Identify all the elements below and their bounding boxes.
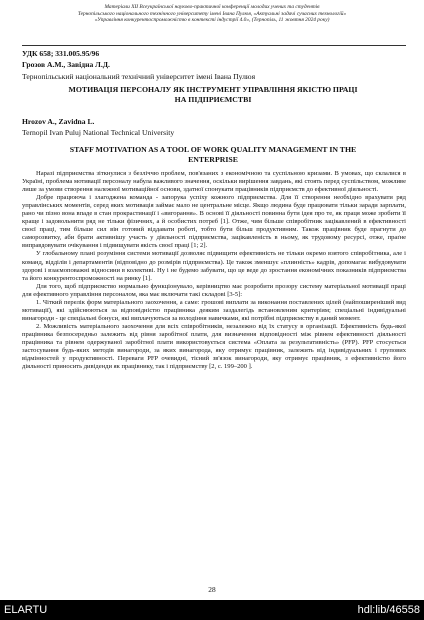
- body-paragraph: 2. Можливість матеріального заохочення для всіх співробітників, незалежно від їх статусу в організації. Ефективність будь-якої працівника безпосередньо залежить від рівня заробітної плати, для визначення відповідності між рівнем ефективності діяльності працівника та рівнем одержуваної заробітної плати використовується система «Оплата за результативність» (PFP). PFP стосується застосування будь-яких методів винагороди, за яких винагорода, яку отримує працівник, залежить від індивідуальних і групових відмінностей у продуктивності. Переваги PFP очевидні, тісний зв'язок винагороди, яку отримує працівник, з ефективністю його діяльності приносить дивіденди як працівнику, так і підприємству [2, с. 199–200 ].: [22, 322, 406, 371]
- authors-ua: Грозов А.М., Завідна Л.Д.: [22, 60, 110, 69]
- article-body: [22, 170, 406, 371]
- udk-code: УДК 658; 331.005.95/96: [22, 49, 100, 58]
- repository-footer-bar: [0, 600, 424, 620]
- authors-en: Hrozov A., Zavidna L.: [22, 117, 95, 126]
- body-paragraph: 1. Чіткий перелік форм матеріального заохочення, а саме: грошові виплати за виконання поставлених цілей (найпоширеніший вид мотивації), які здійснюються за відповідністю працівника деяким заздалегідь встановленим критеріям; спеціальні індивідуальні винагороди - це спеціальні бонуси, які виплачуються за володіння навичками, які потрібні підприємству в даний момент.: [22, 298, 406, 322]
- body-paragraph: У глобальному плані розуміння системи мотивації дозволяє підвищити ефективність не тільки окремо взятого співробітника, але і команд, відділів і департаментів (відповідно до розмірів підприємства). Це також зменшує «плинність» кадрів, допомагає вибудовувати здорові і взаємоповажні відносини в колективі. Ну і не будемо забувати, що це веде до зростання економічних показників підприємства та його конкурентоспроможності на ринку [1].: [22, 250, 406, 282]
- title-ua-line: МОТИВАЦІЯ ПЕРСОНАЛУ ЯК ІНСТРУМЕНТ УПРАВЛІННЯ ЯКІСТЮ ПРАЦІ: [68, 85, 358, 94]
- body-paragraph: Для того, щоб підприємство нормально функціонувало, керівництво має розробити прозору систему матеріальної мотивації праці для ефективного управління персоналом, яка має включати такі складові [3-5]:: [22, 282, 406, 298]
- body-paragraph: Добре працююча і злагоджена команда - запорука успіху кожного підприємства. Для її створення необхідно врахувати ряд управлінських моментів, серед яких мотивація займає мало не центральне місце. Якщо людина буде працювати тільки заради зарплати, рано чи пізно вона впаде в стан прокрастинації і «вигорання». В основі її діяльності повинна бути ідея про те, як праця може зробити її краще і задовольнити ряд не тільки фізичних, а й особистих потреб [1]. Отже, чим більше співробітник зацікавлений в ефективності своєї праці, тим більше сил він готовий віддавати роботі, тобто бути більш продуктивним. Також працівник буде прагнути до саморозвитку, аби брати активнішу участь у діяльності підприємства, зацікавленість в ньому, як трудовому ресурсі, отже, праґне виправдовувати очікування і підвищувати якість своєї праці [1; 2].: [22, 194, 406, 250]
- title-en-line: ENTERPRISE: [188, 155, 238, 164]
- title-ua: [30, 85, 396, 105]
- conference-header: [50, 4, 374, 24]
- title-ua-line: НА ПІДПРИЄМСТВІ: [174, 95, 252, 104]
- header-divider: [22, 45, 406, 46]
- page-number: 28: [208, 585, 216, 594]
- handle-identifier: hdl:lib/46558: [357, 604, 420, 616]
- title-en-line: STAFF MOTIVATION AS A TOOL OF WORK QUALITY MANAGEMENT IN THE: [69, 145, 357, 154]
- affiliation-en: Ternopil Ivan Puluj National Technical University: [22, 128, 175, 137]
- repository-name: ELARTU: [4, 604, 48, 616]
- conference-header-line: Тернопільського національного технічного університету імені Івана Пулюя, «Актуальні задачі сучасних технологій»: [77, 10, 347, 17]
- conference-header-line: Матеріали ХІІ Всеукраїнської науково-практичної конференції молодих учених та студентів: [104, 4, 320, 10]
- conference-header-line: «Управління конкурентоспроможністю в контексті індустрії 4.0», (Тернопіль, 11 жовтня 2024 року): [94, 17, 330, 24]
- affiliation-ua: Тернопільський національний технічний університет імені Івана Пулюя: [22, 72, 256, 81]
- title-en: [30, 145, 396, 165]
- body-paragraph: Наразі підприємства зіткнулися з безліччю проблем, пов'язаних з економічною та суспільною кризами. В умовах, що склалися в Україні, проблема мотивації персоналу набула важливого значення, оскільки вирішення завдань, які стоять перед суспільством, можливе лише за умови створення належної мотиваційної основи, здатної спонукати працівників підприємств до ефективної діяльності.: [22, 170, 406, 194]
